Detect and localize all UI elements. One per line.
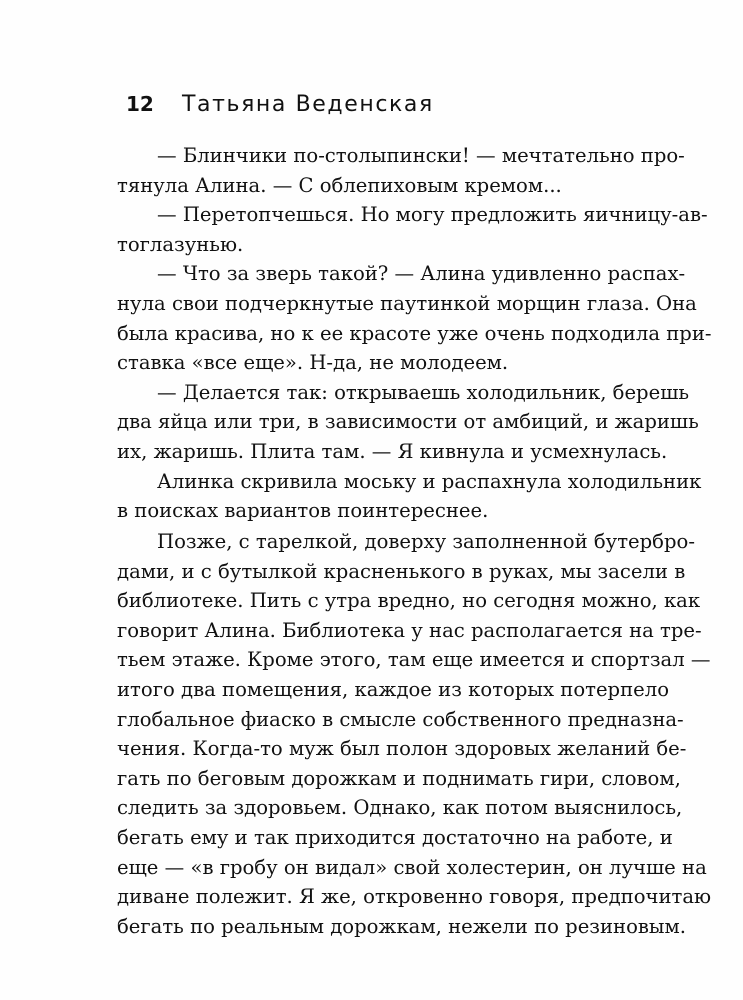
narrative-section [117,527,712,941]
running-header [126,92,434,120]
author-name: Татьяна Веденская [182,92,434,117]
text-line: — Перетопчешься. Но могу предложить яичницу-ав- [157,203,708,227]
text-line: ставка «все еще». Н-да, не молодеем. [117,351,509,375]
text-line: бегать ему и так приходится достаточно на работе, и [117,825,673,849]
text-line: чения. Когда-то муж был полон здоровых желаний бе- [117,737,687,761]
text-line: еще — «в гробу он видал» свой холестерин, он лучше на [117,855,707,879]
text-line: библиотеке. Пить с утра вредно, но сегодня можно, как [117,589,701,613]
text-line: в поисках вариантов поинтереснее. [117,499,489,523]
text-line: Позже, с тарелкой, доверху заполненной бутербро- [157,530,695,553]
text-line: следить за здоровьем. Однако, как потом выяснилось, [117,796,683,820]
text-line: дами, и с бутылкой красненького в руках, мы засели в [117,559,686,583]
text-line: тоглазунью. [117,232,244,256]
text-line: тянула Алина. — С облепиховым кремом... [117,173,562,197]
dialogue-section [117,141,712,526]
text-line: два яйца или три, в зависимости от амбиций, и жаришь [117,410,699,434]
text-line: их, жаришь. Плита там. — Я кивнула и усмехнулась. [117,439,668,463]
text-line: говорит Алина. Библиотека у нас располагается на тре- [117,618,702,642]
text-line: была красива, но к ее красоте уже очень подходила при- [117,321,712,345]
page-number: 12 [126,92,154,116]
text-line: итого два помещения, каждое из которых потерпело [117,677,669,701]
text-line: — Блинчики по-столыпински! — мечтательно про- [157,144,685,167]
text-line: бегать по реальным дорожкам, нежели по резиновым. [117,914,686,938]
text-line: гать по беговым дорожкам и поднимать гири, словом, [117,766,681,790]
text-line: диване полежит. Я же, откровенно говоря, предпочитаю [117,885,712,909]
text-line: нула свои подчеркнутые паутинкой морщин глаза. Она [117,291,697,315]
text-line: глобальное фиаско в смысле собственного предназна- [117,707,684,731]
text-line: тьем этаже. Кроме этого, там еще имеется и спортзал — [117,648,711,672]
text-line: Алинка скривила моську и распахнула холодильник [157,469,702,493]
text-line: — Делается так: открываешь холодильник, берешь [157,380,690,404]
text-line: — Что за зверь такой? — Алина удивленно распах- [157,262,686,286]
